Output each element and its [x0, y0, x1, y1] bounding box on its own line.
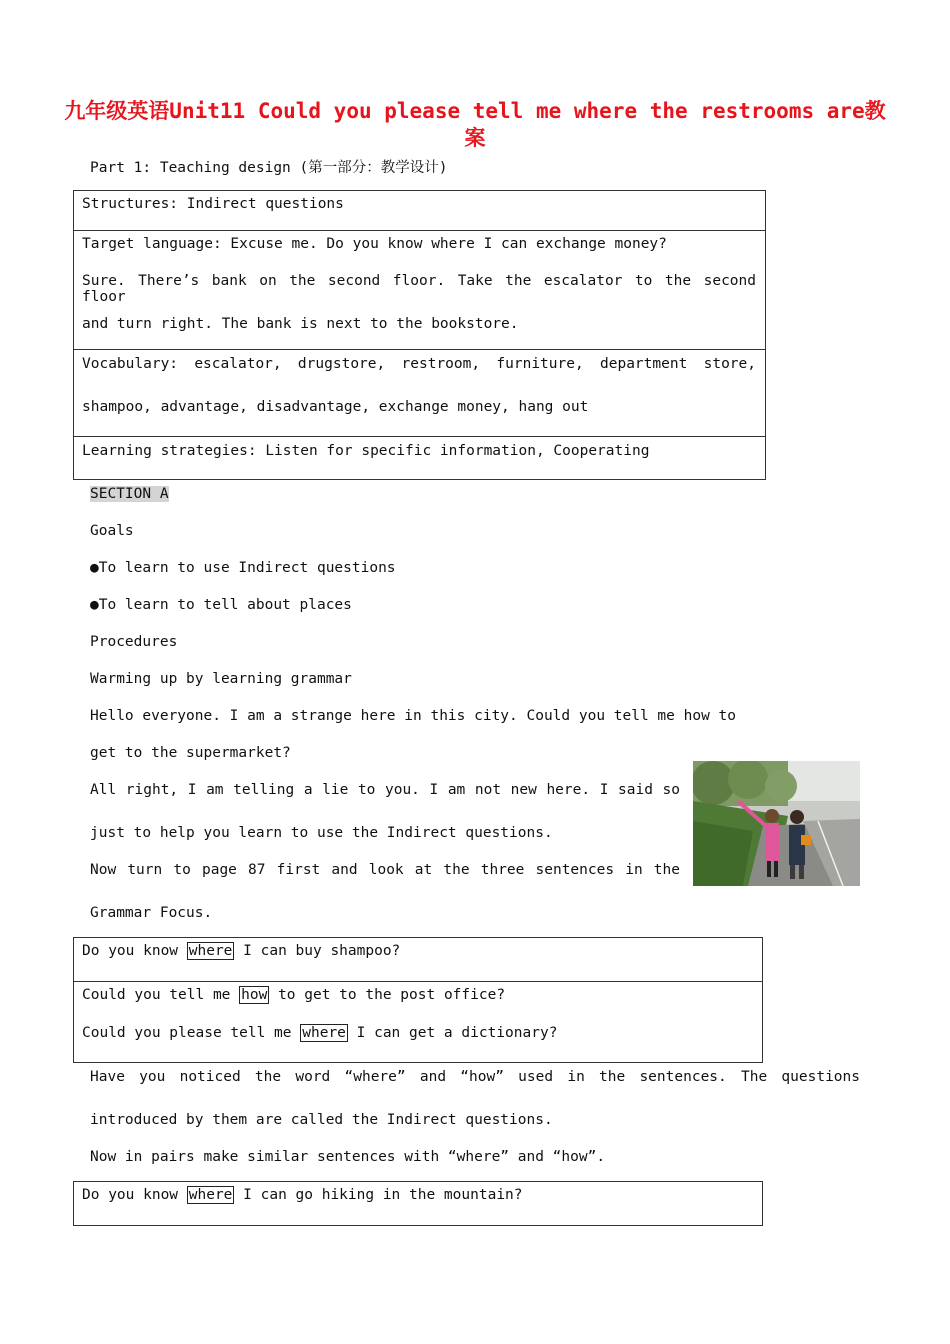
target-language-line: Target language: Excuse me. Do you know where I can exchange money? — [82, 236, 667, 252]
structures-cell: Structures: Indirect questions — [82, 196, 344, 212]
part1-heading: Part 1: Teaching design (第一部分：教学设计) — [90, 160, 448, 176]
vocabulary-line: Vocabulary: escalator, drugstore, restroom, furniture, department store, — [82, 356, 756, 372]
paragraph-line: Hello everyone. I am a strange here in this city. Could you tell me how to — [90, 708, 737, 724]
paragraph-line: introduced by them are called the Indirect questions. — [90, 1112, 553, 1128]
paragraph-line: Grammar Focus. — [90, 905, 213, 921]
document-title: 九年级英语Unit11 Could you please tell me where the restrooms are教案 — [64, 99, 886, 150]
two-women-pointing-photo — [693, 761, 860, 886]
table-divider — [73, 349, 766, 350]
grammar-sentence: Do you know where I can buy shampoo? — [82, 943, 401, 959]
paragraph-line: get to the supermarket? — [90, 745, 291, 761]
keyword-where: where — [188, 1187, 233, 1203]
paragraph-line: All right, I am telling a lie to you. I am not new here. I said so — [90, 782, 680, 798]
vocabulary-line: shampoo, advantage, disadvantage, exchange money, hang out — [82, 399, 589, 415]
learning-strategies-cell: Learning strategies: Listen for specific information, Cooperating — [82, 443, 650, 459]
paragraph-line: Have you noticed the word “where” and “how” used in the sentences. The questions — [90, 1069, 860, 1085]
paragraph-line: Now in pairs make similar sentences with “where” and “how”. — [90, 1149, 606, 1165]
keyword-where: where — [302, 1025, 346, 1041]
keyword-how: how — [241, 987, 268, 1003]
paragraph-line: just to help you learn to use the Indirect questions. — [90, 825, 553, 841]
goals-heading: Goals — [90, 523, 134, 539]
procedures-heading: Procedures — [90, 634, 178, 650]
keyword-where: where — [188, 943, 233, 959]
section-a-heading: SECTION A — [90, 486, 169, 502]
paragraph-line: Now turn to page 87 first and look at the three sentences in the — [90, 862, 680, 878]
table-divider — [73, 436, 766, 437]
target-language-line: and turn right. The bank is next to the bookstore. — [82, 316, 519, 332]
warming-up-heading: Warming up by learning grammar — [90, 671, 352, 687]
pairs-sentence: Do you know where I can go hiking in the mountain? — [82, 1187, 523, 1203]
table-divider — [73, 981, 763, 982]
grammar-sentence: Could you please tell me where I can get a dictionary? — [82, 1025, 558, 1041]
grammar-sentence: Could you tell me how to get to the post office? — [82, 987, 506, 1003]
goal-item: ●To learn to use Indirect questions — [90, 560, 396, 576]
table-divider — [73, 230, 766, 231]
goal-item: ●To learn to tell about places — [90, 597, 352, 613]
target-language-line: Sure. There’s bank on the second floor. Take the escalator to the second floor — [82, 273, 756, 305]
